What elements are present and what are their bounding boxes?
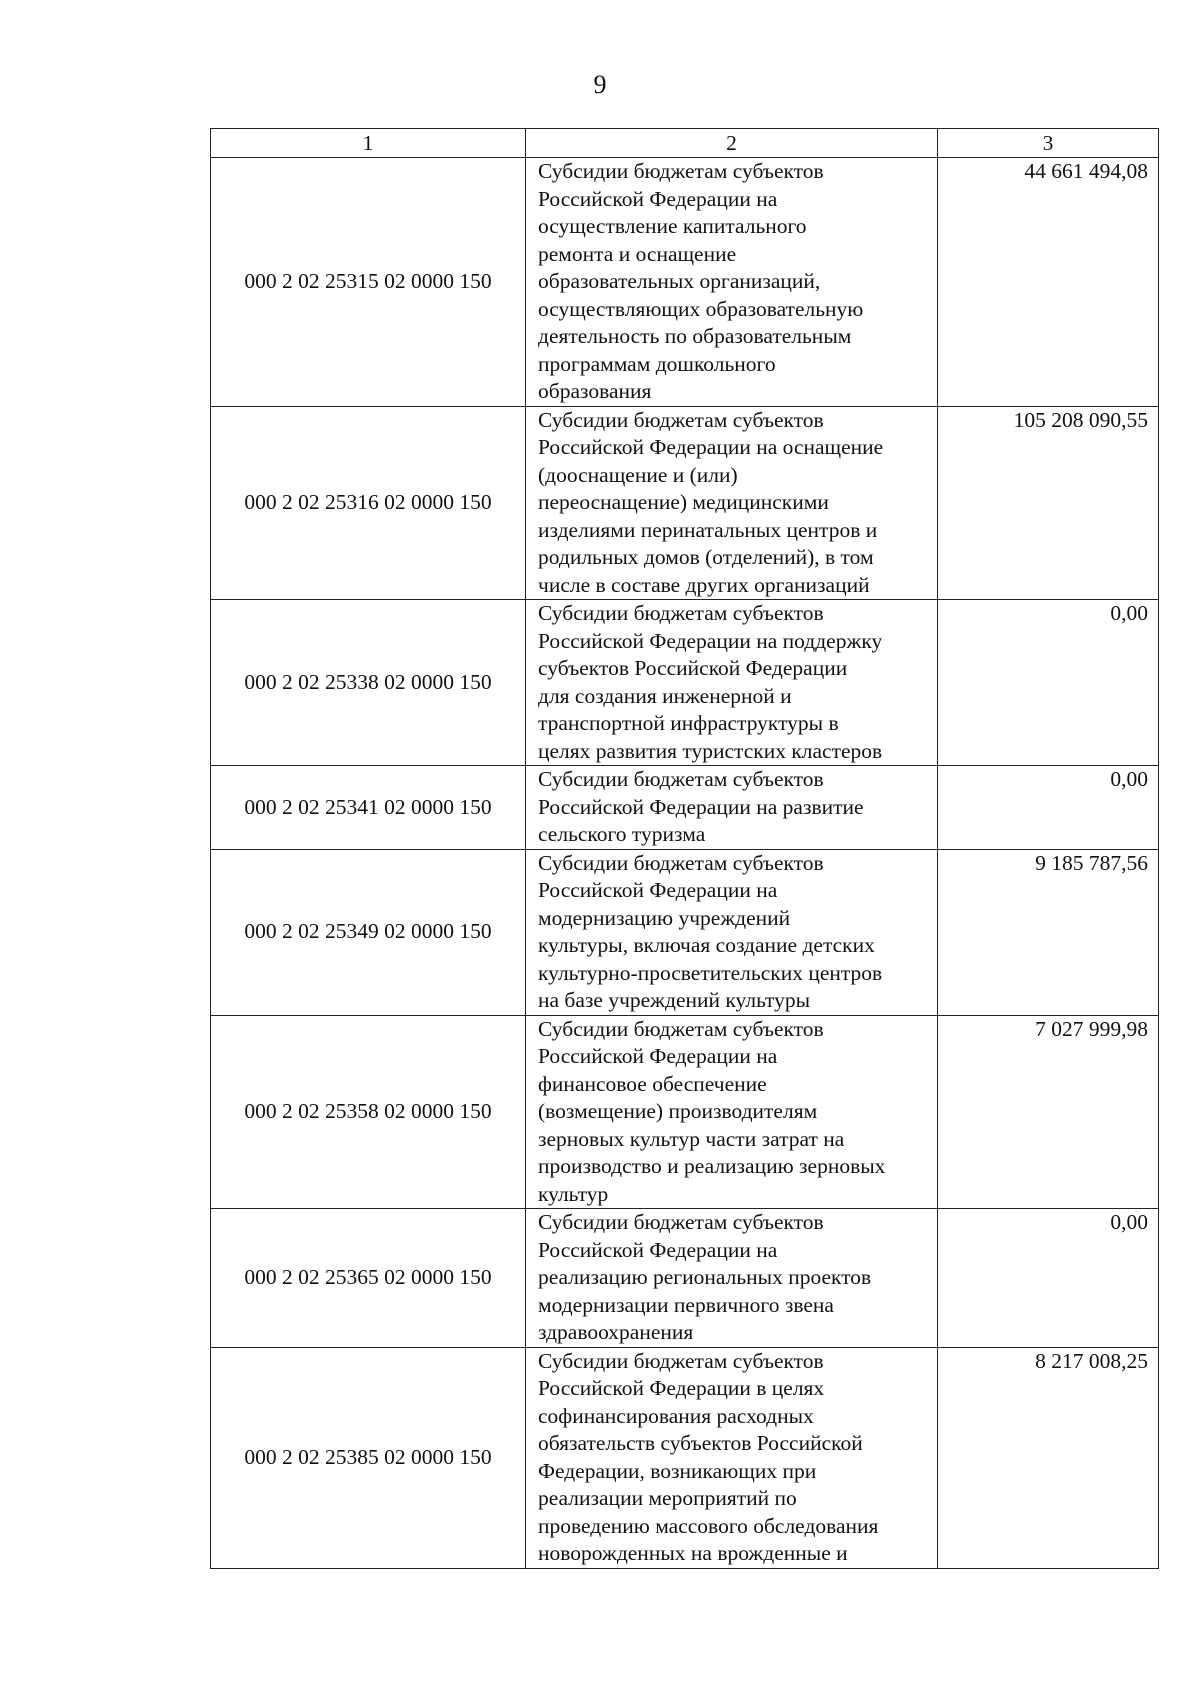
description-line: Российской Федерации на развитие xyxy=(538,794,864,819)
description-line: Субсидии бюджетам субъектов xyxy=(538,1016,824,1041)
header-row xyxy=(211,129,1159,158)
table-row xyxy=(211,849,1159,1015)
classification-code: 000 2 02 25316 02 0000 150 xyxy=(211,406,526,600)
description-line: осуществляющих образовательную xyxy=(538,296,864,321)
description-line: культур xyxy=(538,1181,609,1206)
description-line: Российской Федерации на xyxy=(538,186,778,211)
table-body xyxy=(211,158,1159,1569)
amount-value: 0,00 xyxy=(938,1209,1159,1348)
description-line: проведению массового обследования xyxy=(538,1513,879,1538)
description-line: программам дошкольного xyxy=(538,351,776,376)
description-line: модернизацию учреждений xyxy=(538,905,791,930)
description-line: образовательных организаций, xyxy=(538,269,821,293)
description-line: целях развития туристских кластеров xyxy=(538,738,883,763)
classification-code: 000 2 02 25358 02 0000 150 xyxy=(211,1015,526,1209)
description-line: Субсидии бюджетам субъектов xyxy=(538,159,824,183)
description-line: зерновых культур части затрат на xyxy=(538,1126,845,1151)
description-line: финансовое обеспечение xyxy=(538,1071,767,1096)
description-line: для создания инженерной и xyxy=(538,683,792,708)
revenue-description xyxy=(526,600,938,766)
amount-value: 0,00 xyxy=(938,600,1159,766)
revenue-description xyxy=(526,1347,938,1568)
description-line: Российской Федерации в целях xyxy=(538,1376,825,1400)
description-line: (дооснащение и (или) xyxy=(538,462,738,487)
amount-value: 0,00 xyxy=(938,766,1159,850)
column-header-1: 1 xyxy=(211,129,526,158)
description-line: сельского туризма xyxy=(538,822,706,846)
amount-value: 8 217 008,25 xyxy=(938,1347,1159,1568)
table-row xyxy=(211,1347,1159,1568)
revenue-description xyxy=(526,158,938,407)
table-row xyxy=(211,158,1159,407)
description-line: ремонта и оснащение xyxy=(538,241,737,266)
description-line: Федерации, возникающих при xyxy=(538,1458,817,1483)
classification-code: 000 2 02 25349 02 0000 150 xyxy=(211,849,526,1015)
description-line: культурно-просветительских центров xyxy=(538,960,883,985)
revenue-description xyxy=(526,766,938,850)
table-row xyxy=(211,406,1159,600)
description-line: субъектов Российской Федерации xyxy=(538,656,848,680)
table-row xyxy=(211,1209,1159,1348)
description-line: культуры, включая создание детских xyxy=(538,933,875,957)
amount-value: 7 027 999,98 xyxy=(938,1015,1159,1209)
classification-code: 000 2 02 25338 02 0000 150 xyxy=(211,600,526,766)
revenue-description xyxy=(526,1015,938,1209)
description-line: Российской Федерации на оснащение xyxy=(538,435,884,459)
description-line: реализацию региональных проектов xyxy=(538,1265,872,1289)
description-line: числе в составе других организаций xyxy=(538,572,870,597)
description-line: модернизации первичного звена xyxy=(538,1292,834,1317)
description-line: Российской Федерации на xyxy=(538,878,778,902)
classification-code: 000 2 02 25315 02 0000 150 xyxy=(211,158,526,407)
column-header-3: 3 xyxy=(938,129,1159,158)
description-line: Субсидии бюджетам субъектов xyxy=(538,850,824,875)
description-line: Субсидии бюджетам субъектов xyxy=(538,601,824,625)
description-line: (возмещение) производителям xyxy=(538,1099,818,1123)
budget-table xyxy=(210,128,1159,1569)
revenue-description xyxy=(526,1209,938,1348)
amount-value: 105 208 090,55 xyxy=(938,406,1159,600)
description-line: переоснащение) медицинскими xyxy=(538,490,829,514)
description-line: Субсидии бюджетам субъектов xyxy=(538,767,824,791)
description-line: транспортной инфраструктуры в xyxy=(538,711,839,735)
amount-value: 9 185 787,56 xyxy=(938,849,1159,1015)
revenue-description xyxy=(526,849,938,1015)
amount-value: 44 661 494,08 xyxy=(938,158,1159,407)
column-header-2: 2 xyxy=(526,129,938,158)
description-line: обязательств субъектов Российской xyxy=(538,1431,863,1455)
description-line: образования xyxy=(538,379,652,403)
description-line: реализации мероприятий по xyxy=(538,1486,797,1510)
description-line: на базе учреждений культуры xyxy=(538,988,811,1012)
description-line: осуществление капитального xyxy=(538,214,807,238)
table-row xyxy=(211,600,1159,766)
description-line: Субсидии бюджетам субъектов xyxy=(538,1210,824,1234)
table-row xyxy=(211,1015,1159,1209)
description-line: Субсидии бюджетам субъектов xyxy=(538,407,824,432)
description-line: софинансирования расходных xyxy=(538,1403,814,1428)
page-number: 9 xyxy=(593,70,607,99)
description-line: деятельность по образовательным xyxy=(538,324,852,348)
description-line: изделиями перинатальных центров и xyxy=(538,517,878,542)
classification-code: 000 2 02 25365 02 0000 150 xyxy=(211,1209,526,1348)
description-line: новорожденных на врожденные и xyxy=(538,1541,848,1565)
description-line: Российской Федерации на xyxy=(538,1237,778,1262)
table-row xyxy=(211,766,1159,850)
revenue-description xyxy=(526,406,938,600)
description-line: производство и реализацию зерновых xyxy=(538,1154,886,1178)
classification-code: 000 2 02 25341 02 0000 150 xyxy=(211,766,526,850)
description-line: Российской Федерации на поддержку xyxy=(538,628,883,653)
description-line: Субсидии бюджетам субъектов xyxy=(538,1348,824,1373)
description-line: Российской Федерации на xyxy=(538,1044,778,1068)
classification-code: 000 2 02 25385 02 0000 150 xyxy=(211,1347,526,1568)
description-line: здравоохранения xyxy=(538,1320,694,1344)
description-line: родильных домов (отделений), в том xyxy=(538,545,874,569)
